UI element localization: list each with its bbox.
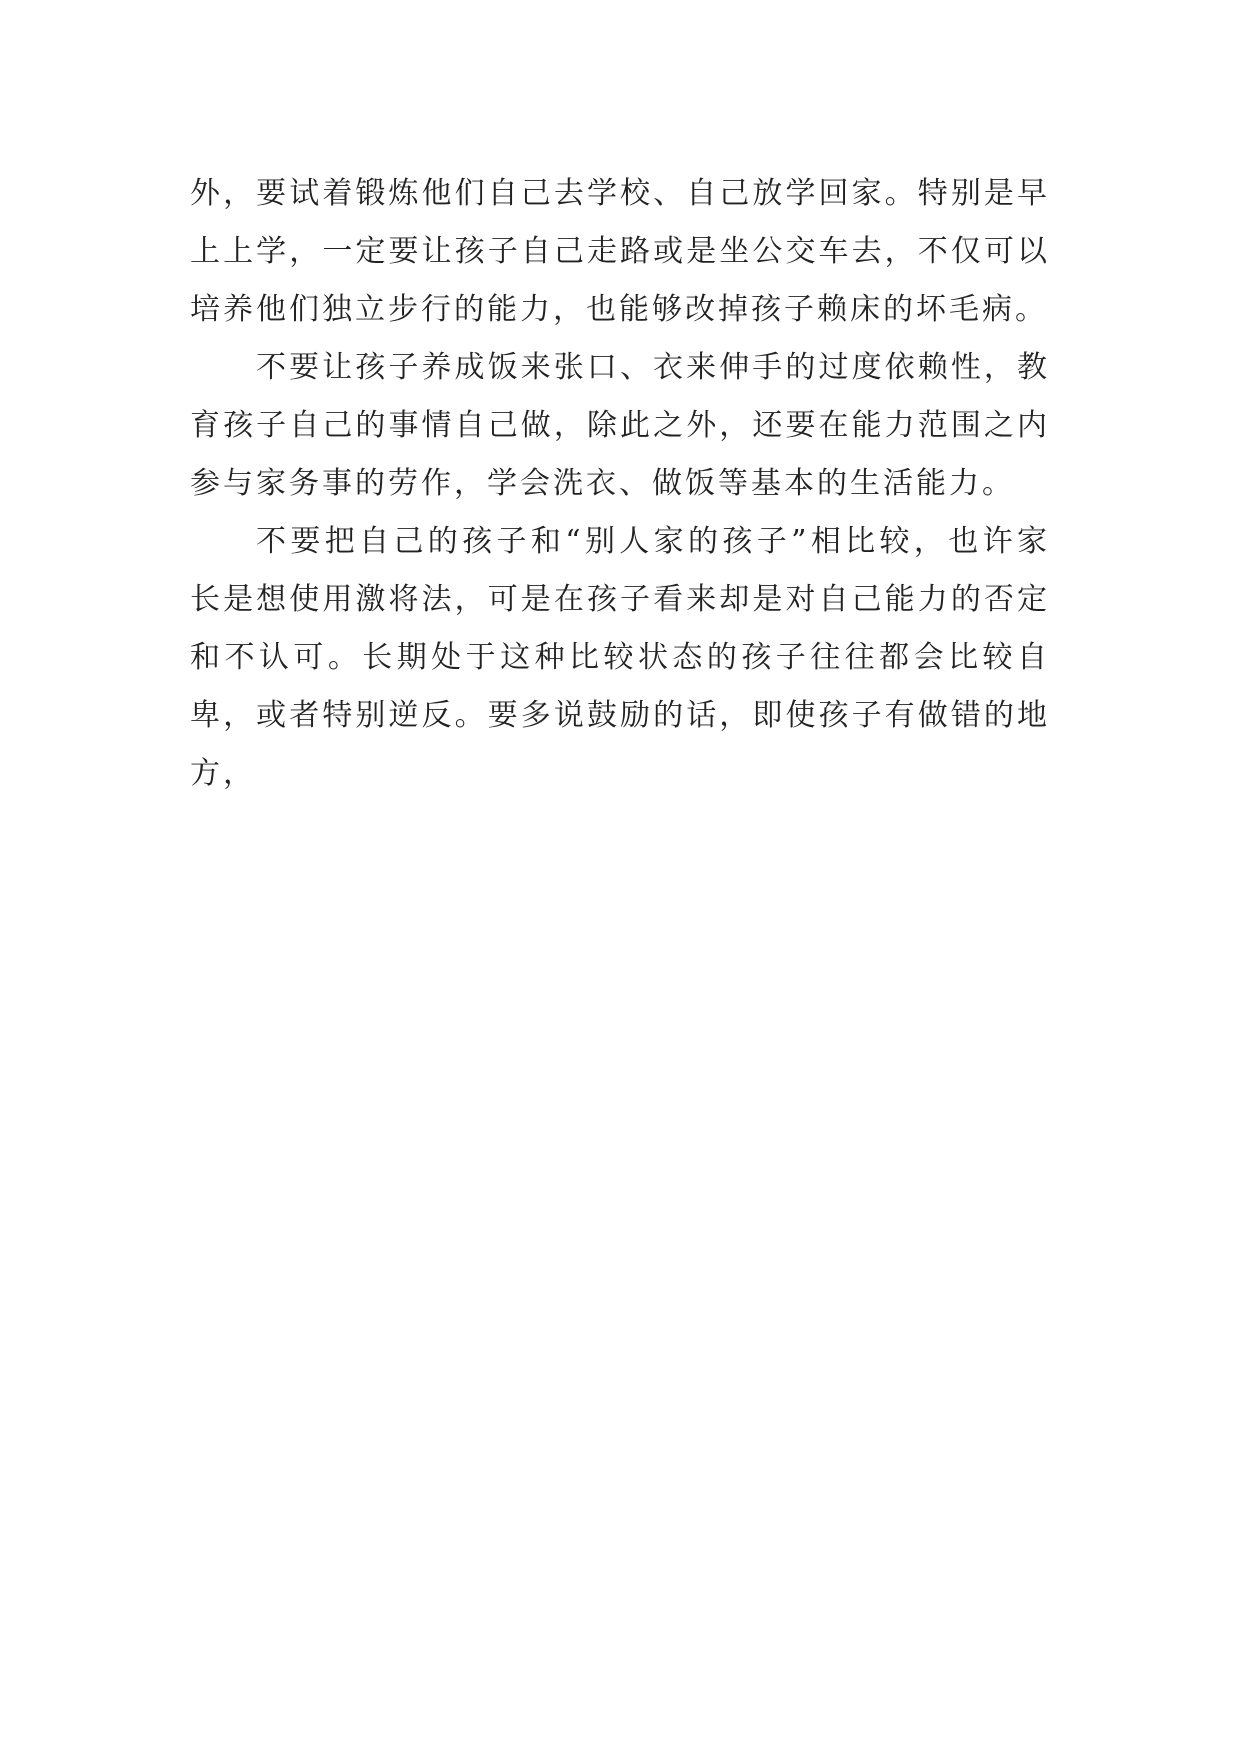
paragraph-2: 不要让孩子养成饭来张口、衣来伸手的过度依赖性，教育孩子自己的事情自己做，除此之外，还要在能力范围之内参与家务事的劳作，学会洗衣、做饭等基本的生活能力。 (190, 350, 1050, 501)
document-body (190, 165, 1050, 803)
paragraph-1: 外，要试着锻炼他们自己去学校、自己放学回家。特别是早上上学，一定要让孩子自己走路或是坐公交车去，不仅可以培养他们独立步行的能力，也能够改掉孩子赖床的坏毛病。 (190, 176, 1050, 327)
paragraph-3: 不要把自己的孩子和“别人家的孩子”相比较，也许家长是想使用激将法，可是在孩子看来却是对自己能力的否定和不认可。长期处于这种比较状态的孩子往往都会比较自卑，或者特别逆反。要多说鼓励的话，即使孩子有做错的地方， (190, 524, 1050, 791)
